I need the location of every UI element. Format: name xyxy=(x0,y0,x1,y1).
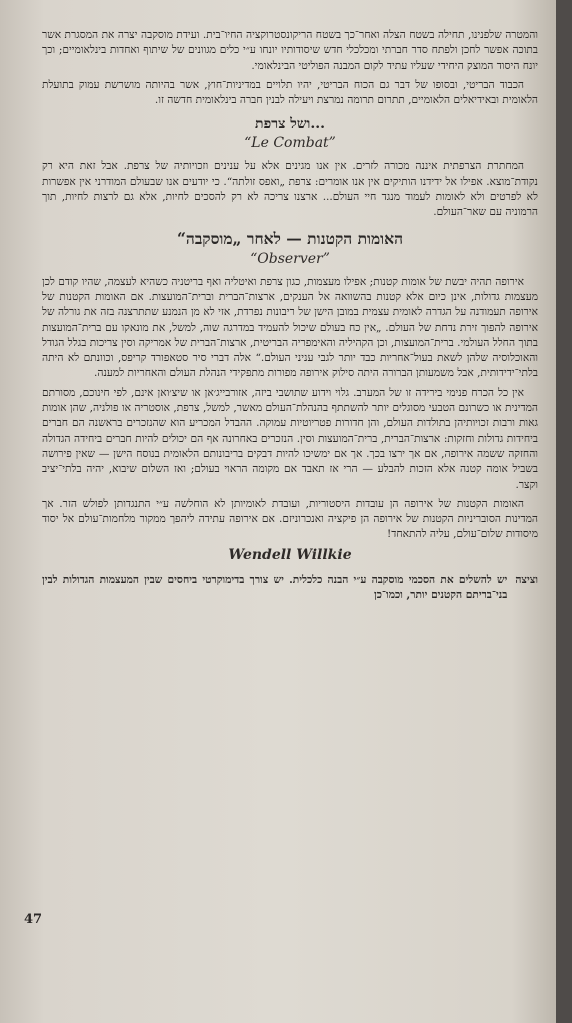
france-paragraph: המחתרת הצרפתית איננה מכורה לזרים. אין אנו מגינים אלא על ענינים וזכויותיה של צרפת. אבל זאת היא רק נקודת־מוצא. אפילו אל ידידנו הותיקים אין אנו אומרים: צרפת „ואפס זולתה“. כי יודעים אנו שבעולם המודרני אין אפשרות לא לפרטים ולא לאומות לעמוד מנגד חיי העולם... ארצנו צריכה לא רק להסכים לחיות, אלא גם לרצות לחיות, תוך הרמוניה עם שאר־העולם. xyxy=(42,160,538,219)
small-nations-paragraph-2: אין כל הכרח פנימי בירידה זו של המערב. גלוי וידוע שתושבי ביזה, אזורבייג׳אן או שיצ׳ואן אינם, לפי חינוכם, מסורתם המדינית או כשרונם הטבעי מסוגלים יותר להשתתף בהנהלת־העולם מאשר, למשל, צרפת, אוסטריה או פולניה, שהן אומות גאות ורבות זכויותיהן בתולדות העולם, והן חדורות פטריוטיות עמוקה. ההבדל המכריע הוא שהנזכרים בראשנה הם חברים ביחידות גדולות וחזקות: ארצות־הברית, ברית־המועצות וסין. הנזכרים באחרונה אף הם יכולים להיות חברים ביחידה הגדולה והחזקה ששמה אירופה, אם אך ירצו בכך. אך אם ימשיכו להיות דבקים בריבונותם הלאומית בנוסח הישן — שאין פירושה בשביל אומה קטנה אלא הזכות להבלע — הרי אז תאבד אם מקומה הראוי בעולם; ואז השלום שיבוא, יהיה בלתי־יציב וקצר. xyxy=(42,386,538,491)
source-le-combat: “Le Combat” xyxy=(244,135,336,152)
text-column xyxy=(42,28,538,603)
source-wendell-willkie: Wendell Willkie xyxy=(228,546,352,563)
willkie-label: וציצה xyxy=(515,573,538,586)
page-number: 47 xyxy=(24,912,43,927)
intro-paragraph-2: הכבוד הבריטי, ובסופו של דבר גם הכוח הבריטי, יהיו תלויים במדיניות־חוץ, אשר בהיותה מושרשת עמוק בתועלת הלאומית ובאידיאלים הלאומיים, תתרום תרומה נמרצת ויעילה לבנין חברה בינלאומית חדשה זו. xyxy=(42,78,538,107)
section-heading-small-nations: האומות הקטנות — לאחר „מוסקבה“ xyxy=(176,228,404,248)
small-nations-paragraph-3: האומות הקטנות של אירופה הן עובדות היסטוריות, ועובדת לאומיותן לא הוחלשה ע״י התנגדותן לפולש הזר. אך המדינות הסובריניות הקטנות של אירופה הן פיקציה ואנכרוניזם. אם אירופה עתידה ליהפך ממקור מלחמות־עולם אל יסוד מיסודות שלום־עולם, עליה להתאחד! xyxy=(42,497,538,541)
source-observer: “Observer” xyxy=(250,250,330,267)
willkie-quote xyxy=(42,573,538,604)
willkie-paragraph: יש להשלים את הסכמי מוסקבה ע״י הבנה כלכלית. יש צורך בדימוקרטי ביחסים שבין המעצמות הגדולות לבין בני־בריתם הקטנים יותר, וכמו־כן xyxy=(42,573,508,602)
intro-paragraph-1: והמטרה שלפנינו, תחילה בשטח הצלה ואחר־כך בשטח הריקונסטרוקציה החיו־בית. ועידת מוסקבה יצרה את המסגרת אשר בתוכה אפשר לחכן ולפתח סדר חברתי ומכלכלי חדש שיסודותיו יונחו ע״י כלים מגוונים של שיתוף ואחדות בינלאומיים; וכך יונח היסוד המוצק היחידי שעליו עתיד לקום המבנה הפוליטי הבינלאומי. xyxy=(42,29,538,72)
section-heading-france: ...ושל צרפת xyxy=(255,116,325,133)
small-nations-paragraph-1: אירופה תהיה יבשת של אומות קטנות; אפילו מעצמות, כגון צרפת ואיטליה ואף בריטניה כשהיא לעצמה, שהיו קודם לכן מעצמות גדולות, אינן כיום אלא קטנות בהשוואה אל הענקים, ארצות־הברית וברית־המועצות. אם האומות הקטנות של אירופה תעמודנה על הגדרה לאומית עצמית במובן הישן של ריבונות נפרדת, אזי לא מן הנמנע שתתרצנה בזה את גורלה של אירופה להפוך זירת נדחת של העולם. „אין כח בעולם שיכול להעמיד במדרגה שוה, למשל, את מונאקו עם ברית־המועצות בתוך החלל העולמי. ברית־המועצות, וכן הקהיליה והאימפריה הבריטית, ארצות־הברית של אמריקה וסין צריכות בגלל הגודל והאוכלוסיה שלהן לשאת בעול־אחריות כבד יותר לגבי עניני העולם.“ אלה דברי סיר סטאפורד קריפס, וכוונתם לא היתה בלתי־ידידותית, אבל משמעותן הברורה היתה סילוק אירופה מפורות מתפקידי הנהלת העולם והאחריות למענה. xyxy=(42,275,538,380)
